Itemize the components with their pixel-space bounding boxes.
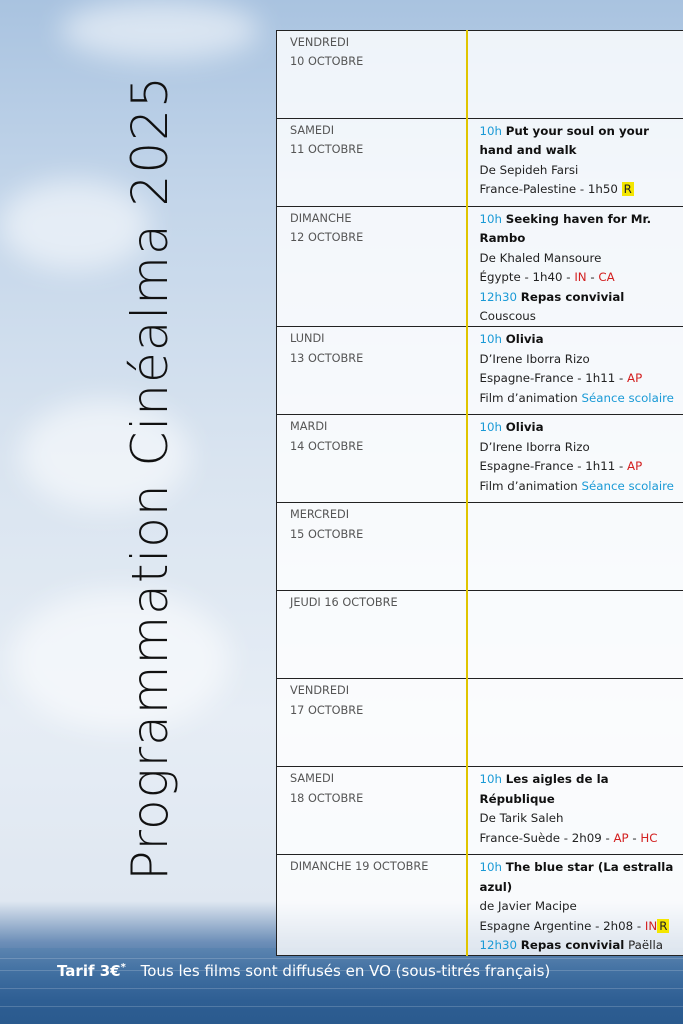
day-row [277,679,683,767]
day-cell [277,679,467,767]
day-row [277,767,683,855]
event-director: De Tarik Saleh [479,811,564,826]
event-cell [467,207,683,327]
event-country: France-Suède - 2h09 [479,830,602,845]
cloud-3 [60,0,260,60]
event-time: 10h [479,212,502,226]
event-title: Les aigles de la République [479,772,609,806]
day-date: 17 OCTOBRE [290,703,364,717]
day-cell [277,31,467,119]
event-title-line [480,418,683,437]
day-row [277,855,683,956]
day-row [277,415,683,503]
day-row [277,31,683,119]
event-country-line: Égypte - 1h40 - IN - CA [479,270,615,285]
day-row [277,591,683,679]
event-title: Seeking haven for Mr. Rambo [479,212,652,246]
tag-badge: CA [598,270,615,285]
event-note-line [480,477,683,496]
day-name: LUNDI [290,332,325,346]
event-title-line [480,288,683,327]
event-note: Film d’animation [479,478,578,493]
day-cell [277,207,467,327]
tag-badge: AP [627,371,643,386]
event-country-line: Espagne Argentine - 2h08 - IN R [479,918,668,933]
event-title-line [480,210,683,249]
day-cell [277,767,467,855]
event-extra: Paëlla [628,938,663,953]
day-name: MERCREDI [290,508,350,522]
tag-badge: AP [627,459,643,474]
event-title: Olivia [505,420,544,435]
event-country-line [480,180,683,199]
event-title: The blue star (La estralla azul) [479,860,674,894]
event-country-line: France-Suède - 2h09 - AP - HC [479,830,658,845]
footer [57,962,550,980]
event-country: Espagne Argentine - 2h08 [479,918,634,933]
event-country: Égypte - 1h40 [479,270,563,285]
event-country-line: Espagne-France - 1h11 - AP [479,371,643,386]
day-cell [277,855,467,956]
event-title-line [480,330,683,349]
day-name: VENDREDI [290,684,350,698]
day-cell [277,327,467,415]
event-time: 10h [479,124,502,138]
event-director: de Javier Macipe [479,899,577,914]
event-time: 12h30 [479,289,517,304]
day-name: VENDREDI [290,36,350,49]
day-date: 12 OCTOBRE [290,231,364,245]
day-date: 13 OCTOBRE [290,351,364,365]
event-title-line [480,858,683,897]
event-cell [467,591,683,679]
day-name: DIMANCHE [290,212,352,225]
day-name: JEUDI 16 OCTOBRE [290,596,398,610]
day-cell [277,119,467,207]
event-time: 10h [479,420,502,435]
day-row [277,327,683,415]
day-date: 11 OCTOBRE [290,143,364,157]
schedule-table [276,30,683,956]
tag-badge: R [659,918,668,933]
tag-badge: HC [640,830,658,845]
tag-badge: AP [613,830,629,845]
event-director: D’Irene Iborra Rizo [479,439,590,454]
event-extra: Couscous [479,309,536,324]
event-title: Repas convivial [520,289,625,304]
event-cell [467,415,683,503]
event-note2: Séance scolaire [581,478,674,493]
event-director: De Khaled Mansoure [479,250,602,265]
event-title-line [480,770,683,809]
tarif-label: Tarif 3€* [57,962,126,980]
event-country: Espagne-France - 1h11 [479,459,616,474]
event-cell [467,503,683,591]
day-date: 14 OCTOBRE [290,439,364,453]
event-title: Olivia [505,332,544,347]
event-time: 12h30 [479,938,517,953]
day-cell [277,591,467,679]
event-note: Film d’animation [479,390,578,405]
event-title: Put your soul on your hand and walk [479,124,649,158]
day-row [277,207,683,327]
event-cell [467,855,683,956]
event-cell [467,767,683,855]
day-row [277,119,683,207]
event-country: France-Palestine - 1h50 [479,182,618,197]
day-name: MARDI [290,420,328,434]
page-title: Programmation Cinéalma 2025 [121,75,179,881]
event-director: De Sepideh Farsi [479,162,579,177]
day-name: SAMEDI [290,772,335,786]
event-director: D’Irene Iborra Rizo [479,351,590,366]
event-cell [467,119,683,207]
day-name: DIMANCHE 19 OCTOBRE [290,860,429,874]
event-title-line [480,936,683,955]
vo-note: Tous les films sont diffusés en VO (sous-titrés français) [140,962,551,980]
event-time: 10h [479,860,502,875]
day-cell [277,503,467,591]
event-country: Espagne-France - 1h11 [479,371,616,386]
sea-band [0,948,683,1024]
day-date: 18 OCTOBRE [290,791,364,805]
event-cell [467,679,683,767]
event-time: 10h [479,332,502,347]
event-time: 10h [479,772,502,787]
tag-badge: IN [644,918,658,933]
day-date: 10 OCTOBRE [290,55,364,69]
event-title: Repas convivial [520,938,625,953]
cloud-2 [10,590,230,730]
event-title-line [480,122,683,161]
event-country-line: Espagne-France - 1h11 - AP [479,459,643,474]
day-row [277,503,683,591]
tag-badge: IN [574,270,587,285]
day-date: 15 OCTOBRE [290,527,364,541]
day-name: SAMEDI [290,124,335,137]
event-note-line [480,389,683,408]
tag-badge: R [623,182,632,197]
event-cell [467,31,683,119]
event-note2: Séance scolaire [581,390,674,405]
event-cell [467,327,683,415]
day-cell [277,415,467,503]
